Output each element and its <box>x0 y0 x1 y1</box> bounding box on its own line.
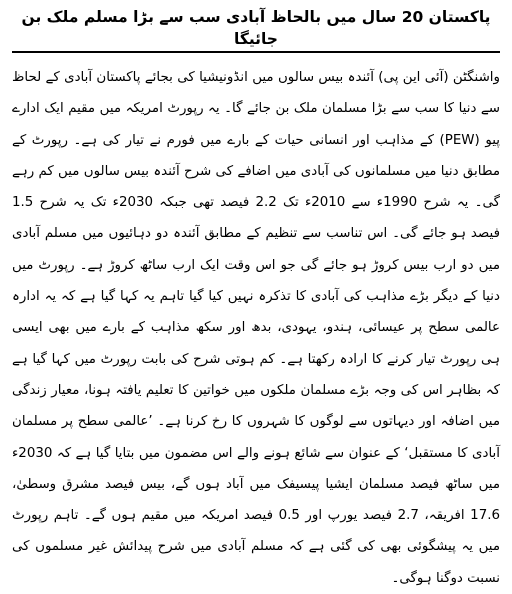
article-headline-text: پاکستان 20 سال میں بالحاظ آبادی سب سے بڑا مسلم ملک بن جائیگا <box>12 6 500 53</box>
article-headline <box>12 6 500 53</box>
article-body: واشنگٹن (آئی این پی) آئندہ بیس سالوں میں انڈونیشیا کی بجائے پاکستان آبادی کے لحاظ سے دنیا کا سب سے بڑا مسلمان ملک بن جائے گا۔ یہ رپورٹ امریکہ میں مقیم ایک ادارے پیو (PEW) کے مذاہب اور انسانی حیات کے بارے میں فورم نے تیار کی ہے۔ رپورٹ کے مطابق دنیا میں مسلمانوں کی آبادی میں اضافے کی شرح آئندہ بیس سالوں میں کم رہے گی۔ یہ شرح 1990ء سے 2010ء تک 2.2 فیصد تھی جبکہ 2030ء تک یہ شرح 1.5 فیصد ہو جائے گی۔ اس تناسب سے تنظیم کے مطابق آئندہ دو دہائیوں میں مسلم آبادی میں دو ارب بیس کروڑ ہو جائے گی جو اس وقت ایک ارب ساٹھ کروڑ ہے۔ رپورٹ میں دنیا کے دیگر بڑے مذاہب کی آبادی کا تذکرہ نہیں کیا گیا تاہم یہ کہا گیا ہے کہ یہ ادارہ عالمی سطح پر عیسائی، ہندو، یہودی، بدھ اور سکھ مذاہب کے بارے میں بھی ایسی ہی رپورٹ تیار کرنے کا ارادہ رکھتا ہے۔ کم ہوتی شرح کی بابت رپورٹ میں کہا گیا ہے کہ بظاہر اس کی وجہ بڑے مسلمان ملکوں میں خواتین کا تعلیم یافتہ ہونا، معیار زندگی میں اضافہ اور دیہاتوں سے لوگوں کا شہروں کا رخ کرنا ہے۔ ’عالمی سطح پر مسلمان آبادی کا مستقبل‘ کے عنوان سے شائع ہونے والے اس مضمون میں بتایا گیا ہے کہ 2030ء میں ساٹھ فیصد مسلمان ایشیا پیسیفک میں آباد ہوں گے، بیس فیصد مشرق وسطیٰ، 17.6 افریقہ، 2.7 فیصد یورپ اور 0.5 فیصد امریکہ میں مقیم ہوں گے۔ تاہم رپورٹ میں یہ پیشگوئی بھی کی گئی ہے کہ مسلم آبادی میں شرح پیدائش غیر مسلموں کی نسبت دوگنا ہوگی۔ <box>12 70 501 586</box>
